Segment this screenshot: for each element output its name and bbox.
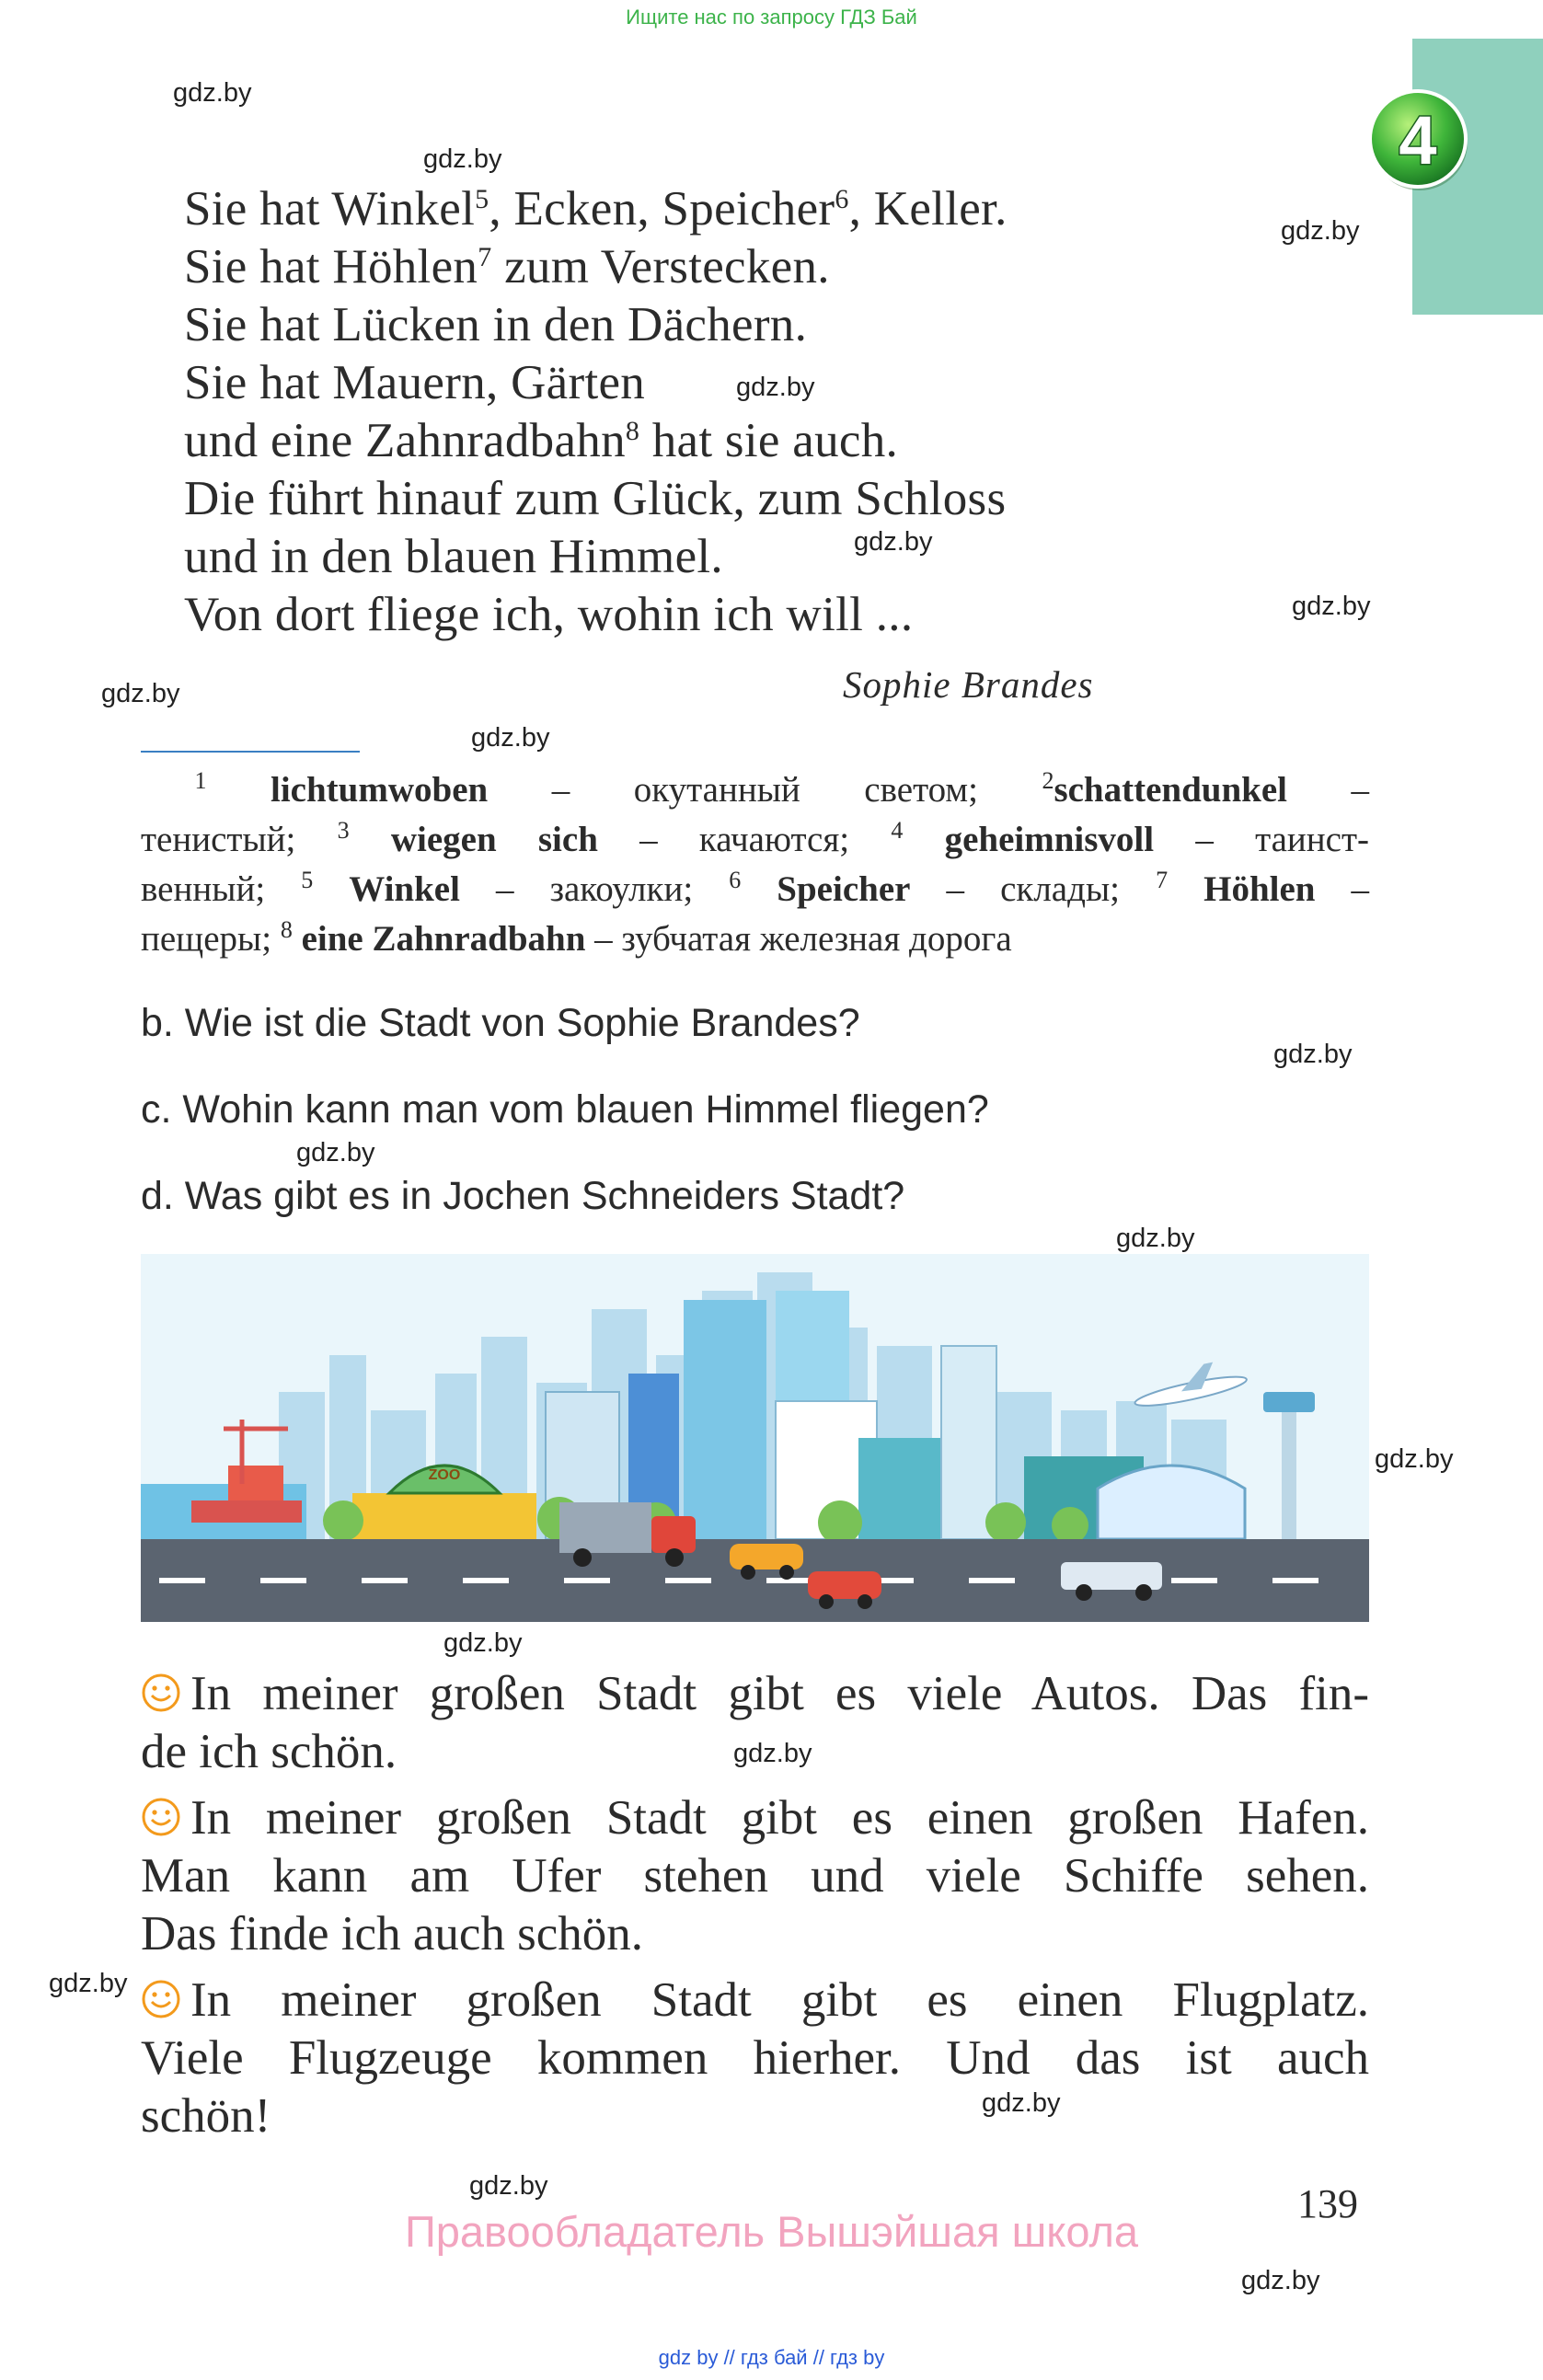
poem-author: Sophie Brandes bbox=[843, 663, 1094, 706]
answer-line: In meiner großen Stadt gibt es einen großen Hafen. bbox=[141, 1789, 1369, 1847]
footnotes bbox=[141, 765, 1369, 964]
watermark: gdz.by bbox=[469, 2171, 548, 2201]
watermark: gdz.by bbox=[49, 1969, 128, 1998]
smiley-icon bbox=[141, 1979, 181, 2019]
copyright-notice: Правообладатель Вышэйшая школа bbox=[404, 2207, 1139, 2256]
answer-line: In meiner großen Stadt gibt es viele Autos. Das fin- bbox=[141, 1665, 1369, 1723]
footnote-line: $^1$ lichtumwoben – окутанный светом; $^2$schattendunkel – bbox=[194, 767, 1370, 810]
poem-line: Sie hat Mauern, Gärten bbox=[184, 356, 646, 409]
chapter-number: 4 bbox=[1399, 102, 1437, 178]
answer-line: schön! bbox=[141, 2089, 271, 2143]
answer-3 bbox=[141, 1972, 1369, 2145]
smiley-icon bbox=[141, 1673, 181, 1713]
watermark: gdz.by bbox=[733, 1739, 812, 1768]
watermark: gdz.by bbox=[982, 2088, 1061, 2118]
answer-1 bbox=[141, 1665, 1369, 1781]
poem-line: Sie hat Höhlen$^7$ zum Verstecken. bbox=[184, 240, 830, 293]
answer-line: In meiner großen Stadt gibt es einen Flugplatz. bbox=[141, 1972, 1369, 2029]
footnote-line: венный; $^5$ Winkel – закоулки; $^6$ Speicher – склады; $^7$ Höhlen – bbox=[141, 867, 1370, 909]
watermark: gdz.by bbox=[1273, 1040, 1353, 1069]
poem-line: Sie hat Winkel$^5$, Ecken, Speicher$^6$, Keller. bbox=[184, 182, 1008, 236]
watermark: gdz.by bbox=[736, 373, 815, 402]
watermark: gdz.by bbox=[1375, 1444, 1454, 1474]
footnote-divider bbox=[141, 751, 360, 753]
answer-2 bbox=[141, 1789, 1369, 1963]
city-illustration bbox=[141, 1254, 1369, 1622]
poem-line: und in den blauen Himmel. bbox=[184, 530, 723, 583]
watermark: gdz.by bbox=[854, 527, 933, 557]
poem bbox=[184, 180, 1008, 644]
watermark: gdz.by bbox=[443, 1628, 523, 1658]
zoo-sign: ZOO bbox=[428, 1467, 461, 1483]
top-banner: Ищите нас по запросу ГДЗ Бай bbox=[626, 6, 917, 29]
footnote-line: пещеры; $^8$ eine Zahnradbahn – зубчатая железная дорога bbox=[141, 916, 1012, 959]
footnote-line: тенистый; $^3$ wiegen sich – качаются; $^4$ geheimnisvoll – таинст- bbox=[141, 817, 1369, 859]
poem-line: Die führt hinauf zum Glück, zum Schloss bbox=[184, 472, 1007, 525]
watermark: gdz.by bbox=[1281, 216, 1360, 246]
watermark: gdz.by bbox=[1116, 1224, 1195, 1253]
watermark: gdz.by bbox=[1241, 2266, 1320, 2295]
chapter-badge bbox=[1366, 87, 1473, 194]
poem-line: Sie hat Lücken in den Dächern. bbox=[184, 298, 808, 351]
watermark: gdz.by bbox=[471, 723, 550, 753]
question-b: b. Wie ist die Stadt von Sophie Brandes? bbox=[141, 1001, 860, 1045]
watermark: gdz.by bbox=[423, 144, 502, 174]
question-d: d. Was gibt es in Jochen Schneiders Stadt? bbox=[141, 1174, 905, 1218]
answer-line: Man kann am Ufer stehen und viele Schiffe sehen. bbox=[141, 1849, 1369, 1903]
watermark: gdz.by bbox=[296, 1138, 375, 1167]
answer-line: Das finde ich auch schön. bbox=[141, 1907, 644, 1960]
poem-line: Von dort fliege ich, wohin ich will ... bbox=[184, 588, 914, 641]
page-number: 139 bbox=[1297, 2181, 1358, 2226]
answer-line: de ich schön. bbox=[141, 1725, 397, 1778]
watermark: gdz.by bbox=[173, 78, 252, 108]
watermark: gdz.by bbox=[101, 679, 180, 708]
smiley-icon bbox=[141, 1797, 181, 1837]
poem-line: und eine Zahnradbahn$^8$ hat sie auch. bbox=[184, 414, 899, 467]
answer-line: Viele Flugzeuge kommen hierher. Und das ist auch bbox=[141, 2031, 1369, 2085]
watermark: gdz.by bbox=[1292, 592, 1371, 621]
bottom-links[interactable]: gdz by // гдз бай // гдз by bbox=[658, 2346, 885, 2369]
question-c: c. Wohin kann man vom blauen Himmel fliegen? bbox=[141, 1087, 989, 1132]
